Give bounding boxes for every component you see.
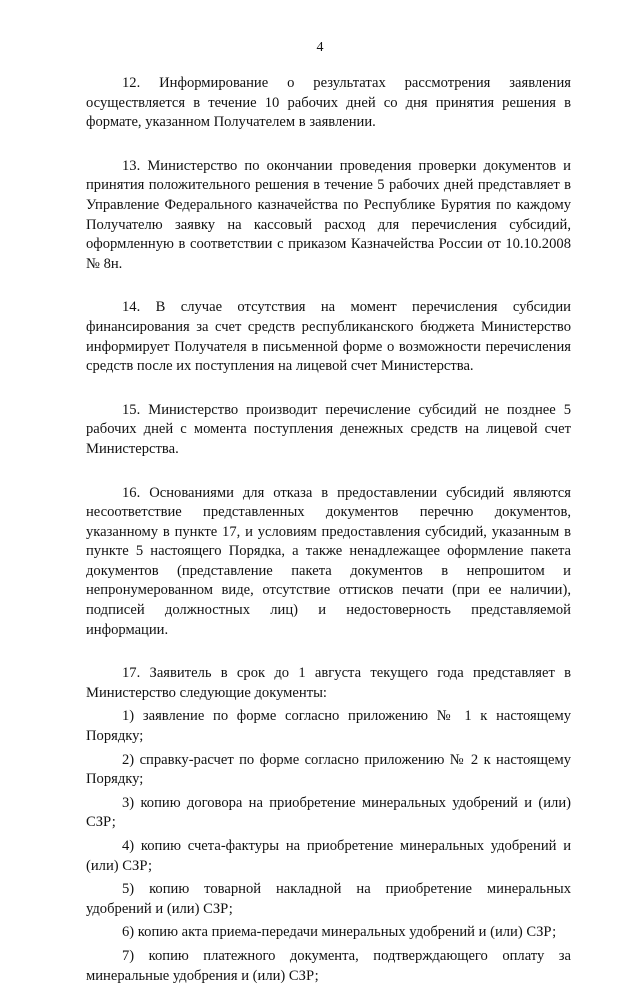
list-item: 6) копию акта приема-передачи минеральных удобрений и (или) СЗР; (122, 924, 557, 941)
list-item: 4) копию счета-фактуры на приобретение минеральных удобрений и (или) СЗР; (86, 838, 571, 874)
document-body (86, 74, 571, 986)
paragraph-16: 16. Основаниями для отказа в предоставлении субсидий являются несоответствие представленных документов перечню документов, указанному в пункте 17, и условиям предоставления субсидий, указанным в пункте 5 настоящего Порядка, а также ненадлежащее оформление пакета документов (представление пакета документов в непрошитом и непронумерованном виде, отсутствие оттисков печати (при ее наличии), подписей должностных лиц) и недостоверность представляемой информации. (86, 484, 571, 638)
list-item: 2) справку-расчет по форме согласно приложению № 2 к настоящему Порядку; (86, 751, 571, 788)
paragraph-14: 14. В случае отсутствия на момент перечисления субсидии финансирования за счет средств республиканского бюджета Министерство информирует Получателя в письменной форме о возможности перечисления средств после их поступления на лицевой счет Министерства. (86, 299, 571, 375)
list-item: 1) заявление по форме согласно приложению № 1 к настоящему Порядку; (86, 708, 571, 745)
paragraph-17: 17. Заявитель в срок до 1 августа текущего года представляет в Министерство следующие документы: (86, 665, 571, 701)
list-item: 5) копию товарной накладной на приобретение минеральных удобрений и (или) СЗР; (86, 881, 571, 917)
list-item: 7) копию платежного документа, подтверждающего оплату за минеральные удобрения и (или) СЗР; (86, 947, 571, 984)
paragraph-15: 15. Министерство производит перечисление субсидий не позднее 5 рабочих дней с момента поступления денежных средств на лицевой счет Министерства. (86, 401, 571, 457)
paragraph-13: 13. Министерство по окончании проведения проверки документов и принятия положительного решения в течение 5 рабочих дней представляет в Управление Федерального казначейства по Республике Бурятия по каждому Получателю заявку на кассовый расход для перечисления субсидий, оформленную в соответствии с приказом Казначейства России от 10.10.2008 № 8н. (86, 157, 571, 272)
list-item: 3) копию договора на приобретение минеральных удобрений и (или) СЗР; (86, 794, 571, 831)
page-number: 4 (316, 40, 324, 55)
paragraph-12: 12. Информирование о результатах рассмотрения заявления осуществляется в течение 10 рабочих дней со дня принятия решения в формате, указанном Получателем в заявлении. (86, 75, 571, 131)
required-documents-list (86, 707, 571, 986)
